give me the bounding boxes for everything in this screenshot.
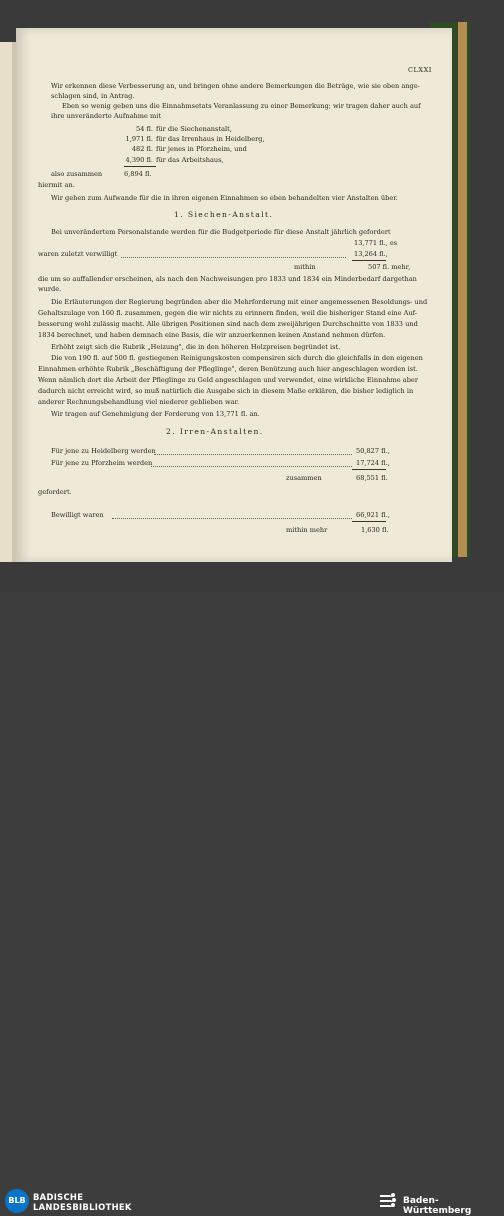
also-zusammen-amount: 6,894 fl. <box>124 170 152 178</box>
section-1-mithin-label: mithin <box>294 263 316 271</box>
paragraph-line: ihre unveränderte Aufnahme mit <box>51 112 162 120</box>
section-1-bewilligt: 13,264 fl., <box>354 250 388 258</box>
section-1-text-line: Wir tragen auf Genehmigung der Forderung von 13,771 fl. an. <box>51 410 260 418</box>
sum-rule <box>352 521 386 522</box>
section-1-text-line: Die Erläuterungen der Regierung begründen aber die Mehrforderung mit einer angemessenen Besoldungs- und <box>51 298 428 306</box>
section-1-forderung: 13,771 fl., es <box>354 239 398 247</box>
list-amount: 54 fl. <box>136 125 153 133</box>
page-number: CLXXI <box>408 66 432 74</box>
section-1-text-line: dadurch nicht erreicht wird, so muß natürlich die Ausgabe sich in diesem Maße erklären, die bisher lediglich in <box>38 387 414 395</box>
leader-dots <box>154 448 352 455</box>
list-amount: 482 fl. <box>131 145 153 153</box>
section-2-mithin: 1,630 fl. <box>361 526 389 534</box>
baden-wuerttemberg-lions-icon <box>378 1191 398 1211</box>
paragraph-line: Eben so wenig geben uns die Einnahmsetats Veranlassung zu einer Bemerkung; wir tragen daher auch auf <box>62 102 421 110</box>
section-2-gefordert: gefordert. <box>38 488 72 496</box>
section-2-row-amount: 50,827 fl., <box>356 447 390 455</box>
section-2-row-label: Für jene zu Heidelberg werden <box>51 447 156 455</box>
paragraph-line: schlagen sind, in Antrag. <box>51 92 135 100</box>
leader-dots <box>112 512 352 519</box>
section-2-bewilligt: 66,921 fl., <box>356 511 390 519</box>
leader-dots <box>121 251 346 258</box>
section-1-bewilligt-label: waren zuletzt verwilligt <box>38 250 118 258</box>
library-name[interactable] <box>33 1192 132 1212</box>
state-name[interactable]: Baden-Württemberg <box>403 1196 472 1216</box>
library-name-line-2: LANDESBIBLIOTHEK <box>33 1202 132 1212</box>
section-2-row-amount: 17,724 fl., <box>356 459 390 467</box>
section-2-mithin-label: mithin mehr <box>286 526 328 534</box>
list-text: für jenes in Pforzheim, und <box>156 145 247 153</box>
section-1-title: 1. Siechen-Anstalt. <box>174 210 274 219</box>
hiermit-an: hiermit an. <box>38 181 75 189</box>
also-zusammen-label: also zusammen <box>51 170 103 178</box>
section-1-text-line: Die von 190 fl. auf 500 fl. gestiegenen Reinigungskosten compensiren sich durch die gleichfalls in den eigenen <box>51 354 423 362</box>
section-2-zusammen-label: zusammen <box>286 474 322 482</box>
library-name-line-1: BADISCHE <box>33 1192 84 1202</box>
section-1-mithin: 507 fl. mehr, <box>368 263 411 271</box>
section-1-text-line: Einnahmen erhöhte Rubrik „Beschäftigung der Pfleglinge", deren Benützung auch hier angeschlagen worden ist. <box>38 365 418 373</box>
blb-logo[interactable]: BLB <box>5 1189 29 1213</box>
scan-background <box>0 0 504 592</box>
list-text: für die Siechenanstalt, <box>156 125 232 133</box>
section-2-row-label: Für jene zu Pforzheim werden <box>51 459 153 467</box>
section-1-text-line: anderer Rechnungsbehandlung viel niederer geblieben war. <box>38 398 240 406</box>
section-1-text-line: die um so auffallender erscheinen, als nach den Nachweisungen pro 1833 und 1834 ein Minderbedarf dargethan <box>38 275 417 283</box>
section-1-text-line: wurde. <box>38 285 62 293</box>
sum-rule <box>352 260 386 261</box>
list-text: für das Arbeitshaus, <box>156 156 224 164</box>
section-1-text-line: 1834 berechnet, und haben demnach eine Basis, die wir anzuerkennen keinen Anstand nehmen dürfen. <box>38 331 386 339</box>
viewer-footer <box>0 592 504 1216</box>
sum-rule <box>352 469 386 470</box>
left-page-edge <box>0 42 12 562</box>
section-1-text-line: Gehaltszulage von 160 fl. zusammen, gegen die wir nichts zu erinnern finden, weil die bisheriger Stand eine Auf- <box>38 309 418 317</box>
section-1-text-line: Erhöht zeigt sich die Rubrik „Heizung", die in den höheren Holzpreisen begründet ist. <box>51 343 341 351</box>
list-amount: 4,390 fl. <box>125 156 153 164</box>
section-1-text-line: besserung wohl zulässig macht. Alle übrigen Positionen sind nach dem zweijährigen Durchschnitte von 1833 und <box>38 320 418 328</box>
book-cover-edge <box>458 22 467 557</box>
section-2-title: 2. Irren-Anstalten. <box>166 427 264 436</box>
leader-dots <box>151 460 352 467</box>
section-1-intro: Bei unverändertem Personalstande werden für die Budgetperiode für diese Anstalt jährlich gefordert <box>51 228 391 236</box>
paragraph-2: Wir gehen zum Aufwande für die in ihren eigenen Einnahmen so eben behandelten vier Anstalten über. <box>51 194 398 202</box>
list-text: für das Irrenhaus in Heidelberg, <box>156 135 265 143</box>
section-2-zusammen: 68,551 fl. <box>356 474 388 482</box>
list-amount: 1,971 fl. <box>125 135 153 143</box>
document-page <box>16 28 452 562</box>
paragraph-line: Wir erkennen diese Verbesserung an, und bringen ohne andere Bemerkungen die Beträge, wie sie oben ange- <box>51 82 420 90</box>
section-1-text-line: Wenn nämlich dort die Arbeit der Pfleglinge zu Geld angeschlagen und verwendet, eine wirkliche Einnahme aber <box>38 376 418 384</box>
sum-rule <box>124 166 156 167</box>
section-2-bewilligt-label: Bewilligt waren <box>51 511 104 519</box>
